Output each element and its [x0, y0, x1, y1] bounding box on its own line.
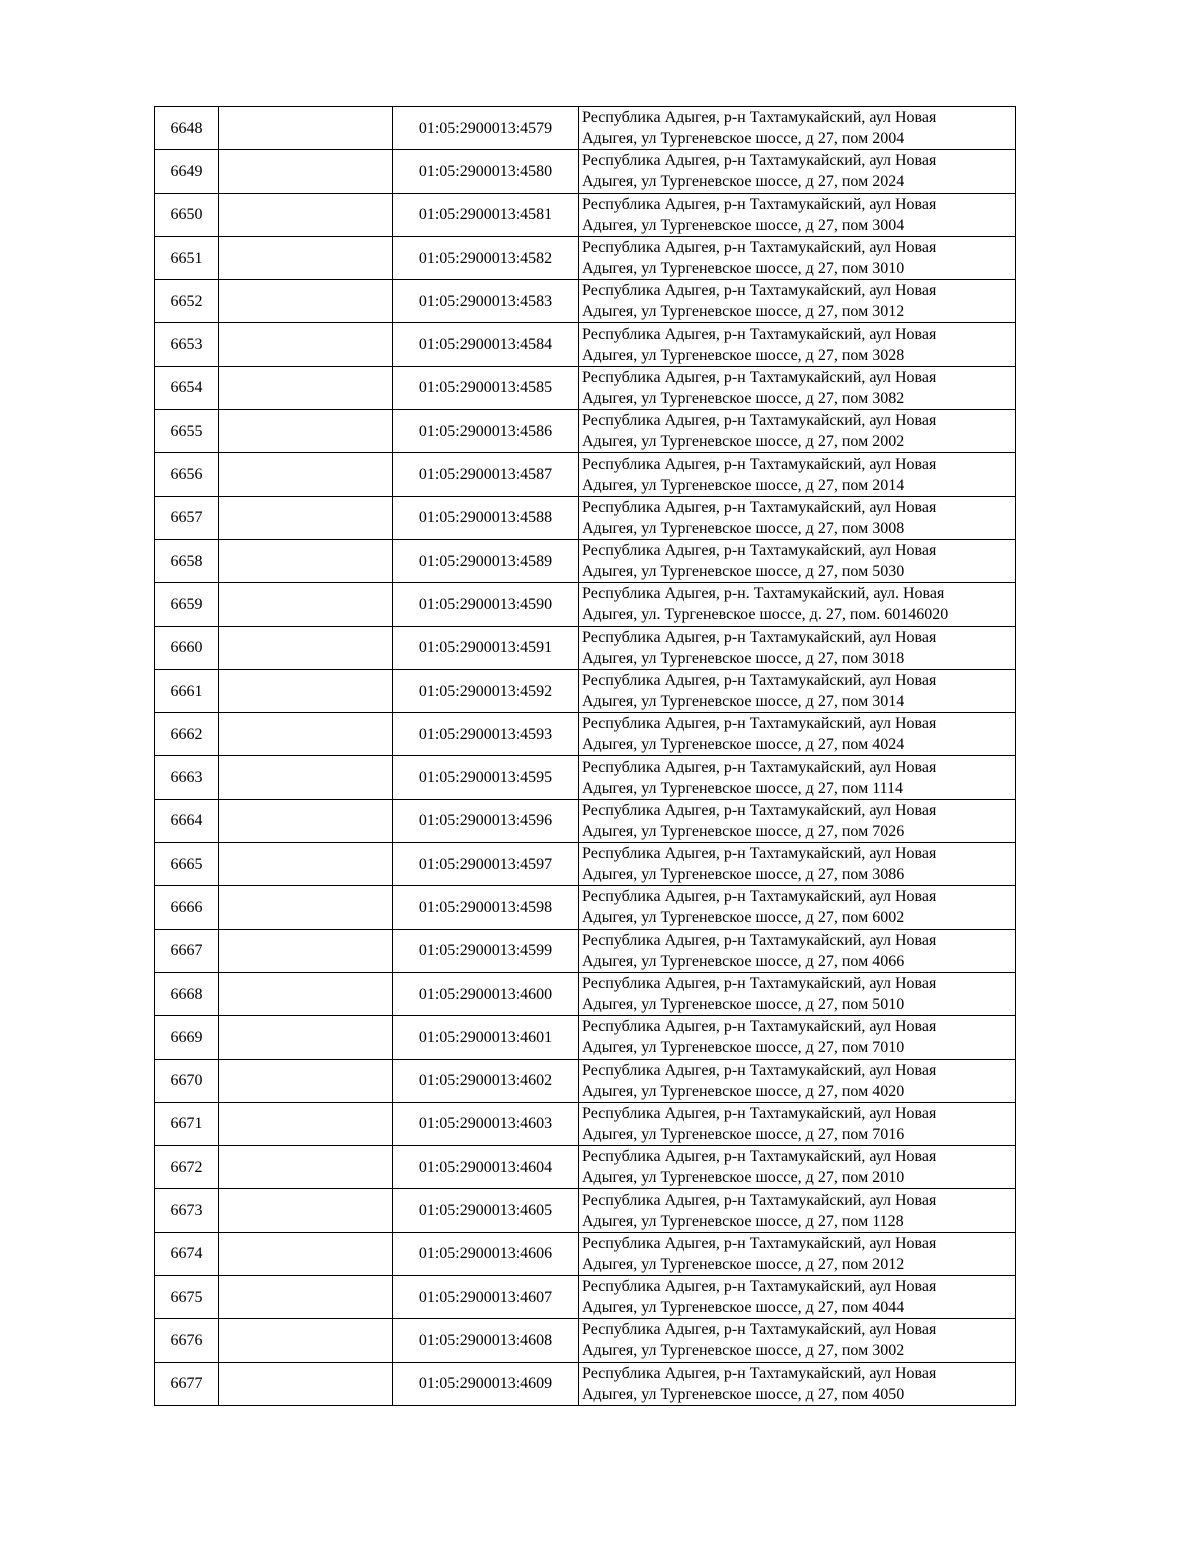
- row-number-cell: 6658: [155, 539, 219, 582]
- cadastral-number-cell: 01:05:2900013:4589: [393, 539, 579, 582]
- row-number-cell: 6676: [155, 1319, 219, 1362]
- row-number-cell: 6651: [155, 236, 219, 279]
- row-number-cell: 6668: [155, 972, 219, 1015]
- row-number-cell: 6673: [155, 1189, 219, 1232]
- cadastral-number-cell: 01:05:2900013:4582: [393, 236, 579, 279]
- object-name-cell: [219, 1102, 393, 1145]
- table-row: [155, 929, 1016, 972]
- cadastral-number-cell: 01:05:2900013:4584: [393, 323, 579, 366]
- address-cell: Республика Адыгея, р-н Тахтамукайский, аул Новая Адыгея, ул Тургеневское шоссе, д 27, пом 2010: [579, 1146, 1016, 1189]
- row-number-cell: 6671: [155, 1102, 219, 1145]
- table-row: [155, 410, 1016, 453]
- row-number-cell: 6660: [155, 626, 219, 669]
- cadastral-number-cell: 01:05:2900013:4603: [393, 1102, 579, 1145]
- table-row: [155, 626, 1016, 669]
- cadastral-number-cell: 01:05:2900013:4591: [393, 626, 579, 669]
- table-row: [155, 496, 1016, 539]
- address-cell: Республика Адыгея, р-н Тахтамукайский, аул Новая Адыгея, ул Тургеневское шоссе, д 27, пом 3028: [579, 323, 1016, 366]
- object-name-cell: [219, 150, 393, 193]
- object-name-cell: [219, 669, 393, 712]
- address-cell: Республика Адыгея, р-н Тахтамукайский, аул Новая Адыгея, ул Тургеневское шоссе, д 27, пом 7026: [579, 799, 1016, 842]
- table-row: [155, 150, 1016, 193]
- cadastral-number-cell: 01:05:2900013:4596: [393, 799, 579, 842]
- address-cell: Республика Адыгея, р-н Тахтамукайский, аул Новая Адыгея, ул Тургеневское шоссе, д 27, пом 3012: [579, 280, 1016, 323]
- address-cell: Республика Адыгея, р-н Тахтамукайский, аул Новая Адыгея, ул Тургеневское шоссе, д 27, пом 2004: [579, 107, 1016, 150]
- row-number-cell: 6662: [155, 713, 219, 756]
- address-cell: Республика Адыгея, р-н Тахтамукайский, аул Новая Адыгея, ул Тургеневское шоссе, д 27, пом 3086: [579, 843, 1016, 886]
- table-row: [155, 756, 1016, 799]
- cadastral-number-cell: 01:05:2900013:4600: [393, 972, 579, 1015]
- address-cell: Республика Адыгея, р-н Тахтамукайский, аул Новая Адыгея, ул Тургеневское шоссе, д 27, пом 7016: [579, 1102, 1016, 1145]
- address-cell: Республика Адыгея, р-н Тахтамукайский, аул Новая Адыгея, ул Тургеневское шоссе, д 27, пом 3018: [579, 626, 1016, 669]
- row-number-cell: 6666: [155, 886, 219, 929]
- object-name-cell: [219, 280, 393, 323]
- cadastral-number-cell: 01:05:2900013:4593: [393, 713, 579, 756]
- object-name-cell: [219, 236, 393, 279]
- address-cell: Республика Адыгея, р-н Тахтамукайский, аул Новая Адыгея, ул Тургеневское шоссе, д 27, пом 4044: [579, 1276, 1016, 1319]
- object-name-cell: [219, 799, 393, 842]
- cadastral-number-cell: 01:05:2900013:4579: [393, 107, 579, 150]
- cadastral-number-cell: 01:05:2900013:4587: [393, 453, 579, 496]
- object-name-cell: [219, 713, 393, 756]
- table-row: [155, 107, 1016, 150]
- row-number-cell: 6661: [155, 669, 219, 712]
- object-name-cell: [219, 1146, 393, 1189]
- cadastral-number-cell: 01:05:2900013:4599: [393, 929, 579, 972]
- table-row: [155, 1362, 1016, 1405]
- object-name-cell: [219, 1362, 393, 1405]
- object-name-cell: [219, 1016, 393, 1059]
- table-row: [155, 1189, 1016, 1232]
- table-row: [155, 799, 1016, 842]
- cadastral-number-cell: 01:05:2900013:4606: [393, 1232, 579, 1275]
- address-cell: Республика Адыгея, р-н Тахтамукайский, аул Новая Адыгея, ул Тургеневское шоссе, д 27, пом 4050: [579, 1362, 1016, 1405]
- object-name-cell: [219, 972, 393, 1015]
- address-cell: Республика Адыгея, р-н Тахтамукайский, аул Новая Адыгея, ул Тургеневское шоссе, д 27, пом 3082: [579, 366, 1016, 409]
- row-number-cell: 6654: [155, 366, 219, 409]
- object-name-cell: [219, 323, 393, 366]
- object-name-cell: [219, 410, 393, 453]
- row-number-cell: 6674: [155, 1232, 219, 1275]
- address-cell: Республика Адыгея, р-н Тахтамукайский, аул Новая Адыгея, ул Тургеневское шоссе, д 27, пом 3014: [579, 669, 1016, 712]
- table-row: [155, 236, 1016, 279]
- table-row: [155, 323, 1016, 366]
- table-row: [155, 1059, 1016, 1102]
- row-number-cell: 6655: [155, 410, 219, 453]
- object-name-cell: [219, 843, 393, 886]
- address-cell: Республика Адыгея, р-н Тахтамукайский, аул Новая Адыгея, ул Тургеневское шоссе, д 27, пом 2014: [579, 453, 1016, 496]
- table-row: [155, 1232, 1016, 1275]
- cadastral-number-cell: 01:05:2900013:4592: [393, 669, 579, 712]
- cadastral-number-cell: 01:05:2900013:4597: [393, 843, 579, 886]
- object-name-cell: [219, 193, 393, 236]
- table-row: [155, 1276, 1016, 1319]
- table-row: [155, 669, 1016, 712]
- cadastral-number-cell: 01:05:2900013:4609: [393, 1362, 579, 1405]
- table-row: [155, 972, 1016, 1015]
- row-number-cell: 6665: [155, 843, 219, 886]
- address-cell: Республика Адыгея, р-н Тахтамукайский, аул Новая Адыгея, ул Тургеневское шоссе, д 27, пом 3008: [579, 496, 1016, 539]
- row-number-cell: 6650: [155, 193, 219, 236]
- register-body: [155, 107, 1016, 1406]
- table-row: [155, 1146, 1016, 1189]
- cadastral-number-cell: 01:05:2900013:4586: [393, 410, 579, 453]
- address-cell: Республика Адыгея, р-н Тахтамукайский, аул Новая Адыгея, ул Тургеневское шоссе, д 27, пом 6002: [579, 886, 1016, 929]
- address-cell: Республика Адыгея, р-н Тахтамукайский, аул Новая Адыгея, ул Тургеневское шоссе, д 27, пом 5010: [579, 972, 1016, 1015]
- object-name-cell: [219, 453, 393, 496]
- cadastral-number-cell: 01:05:2900013:4580: [393, 150, 579, 193]
- table-row: [155, 843, 1016, 886]
- cadastral-number-cell: 01:05:2900013:4602: [393, 1059, 579, 1102]
- address-cell: Республика Адыгея, р-н Тахтамукайский, аул Новая Адыгея, ул Тургеневское шоссе, д 27, пом 4020: [579, 1059, 1016, 1102]
- object-name-cell: [219, 1276, 393, 1319]
- address-cell: Республика Адыгея, р-н Тахтамукайский, аул Новая Адыгея, ул Тургеневское шоссе, д 27, пом 7010: [579, 1016, 1016, 1059]
- address-cell: Республика Адыгея, р-н Тахтамукайский, аул Новая Адыгея, ул Тургеневское шоссе, д 27, пом 3010: [579, 236, 1016, 279]
- address-cell: Республика Адыгея, р-н Тахтамукайский, аул Новая Адыгея, ул Тургеневское шоссе, д 27, пом 2002: [579, 410, 1016, 453]
- row-number-cell: 6677: [155, 1362, 219, 1405]
- object-name-cell: [219, 1059, 393, 1102]
- register-table: [154, 106, 1016, 1406]
- object-name-cell: [219, 539, 393, 582]
- cadastral-number-cell: 01:05:2900013:4604: [393, 1146, 579, 1189]
- cadastral-number-cell: 01:05:2900013:4598: [393, 886, 579, 929]
- row-number-cell: 6648: [155, 107, 219, 150]
- table-row: [155, 366, 1016, 409]
- table-row: [155, 713, 1016, 756]
- object-name-cell: [219, 929, 393, 972]
- cadastral-number-cell: 01:05:2900013:4608: [393, 1319, 579, 1362]
- object-name-cell: [219, 886, 393, 929]
- table-row: [155, 886, 1016, 929]
- row-number-cell: 6657: [155, 496, 219, 539]
- object-name-cell: [219, 1232, 393, 1275]
- row-number-cell: 6649: [155, 150, 219, 193]
- address-cell: Республика Адыгея, р-н Тахтамукайский, аул Новая Адыгея, ул Тургеневское шоссе, д 27, пом 2024: [579, 150, 1016, 193]
- cadastral-number-cell: 01:05:2900013:4607: [393, 1276, 579, 1319]
- table-row: [155, 453, 1016, 496]
- cadastral-number-cell: 01:05:2900013:4583: [393, 280, 579, 323]
- cadastral-number-cell: 01:05:2900013:4601: [393, 1016, 579, 1059]
- address-cell: Республика Адыгея, р-н Тахтамукайский, аул Новая Адыгея, ул Тургеневское шоссе, д 27, пом 1114: [579, 756, 1016, 799]
- cadastral-number-cell: 01:05:2900013:4585: [393, 366, 579, 409]
- row-number-cell: 6669: [155, 1016, 219, 1059]
- address-cell: Республика Адыгея, р-н Тахтамукайский, аул Новая Адыгея, ул Тургеневское шоссе, д 27, пом 3002: [579, 1319, 1016, 1362]
- object-name-cell: [219, 1319, 393, 1362]
- table-row: [155, 280, 1016, 323]
- row-number-cell: 6659: [155, 583, 219, 626]
- row-number-cell: 6670: [155, 1059, 219, 1102]
- address-cell: Республика Адыгея, р-н Тахтамукайский, аул Новая Адыгея, ул Тургеневское шоссе, д 27, пом 3004: [579, 193, 1016, 236]
- address-cell: Республика Адыгея, р-н Тахтамукайский, аул Новая Адыгея, ул Тургеневское шоссе, д 27, пом 1128: [579, 1189, 1016, 1232]
- cadastral-number-cell: 01:05:2900013:4588: [393, 496, 579, 539]
- address-cell: Республика Адыгея, р-н Тахтамукайский, аул Новая Адыгея, ул Тургеневское шоссе, д 27, пом 5030: [579, 539, 1016, 582]
- cadastral-number-cell: 01:05:2900013:4595: [393, 756, 579, 799]
- table-row: [155, 539, 1016, 582]
- table-row: [155, 1016, 1016, 1059]
- cadastral-number-cell: 01:05:2900013:4581: [393, 193, 579, 236]
- table-row: [155, 1319, 1016, 1362]
- row-number-cell: 6653: [155, 323, 219, 366]
- table-row: [155, 1102, 1016, 1145]
- address-cell: Республика Адыгея, р-н Тахтамукайский, аул Новая Адыгея, ул Тургеневское шоссе, д 27, пом 2012: [579, 1232, 1016, 1275]
- object-name-cell: [219, 496, 393, 539]
- object-name-cell: [219, 366, 393, 409]
- row-number-cell: 6656: [155, 453, 219, 496]
- row-number-cell: 6672: [155, 1146, 219, 1189]
- object-name-cell: [219, 1189, 393, 1232]
- cadastral-number-cell: 01:05:2900013:4605: [393, 1189, 579, 1232]
- row-number-cell: 6664: [155, 799, 219, 842]
- address-cell: Республика Адыгея, р-н Тахтамукайский, аул Новая Адыгея, ул Тургеневское шоссе, д 27, пом 4024: [579, 713, 1016, 756]
- object-name-cell: [219, 756, 393, 799]
- cadastral-number-cell: 01:05:2900013:4590: [393, 583, 579, 626]
- row-number-cell: 6667: [155, 929, 219, 972]
- object-name-cell: [219, 583, 393, 626]
- address-cell: Республика Адыгея, р-н Тахтамукайский, аул Новая Адыгея, ул Тургеневское шоссе, д 27, пом 4066: [579, 929, 1016, 972]
- table-row: [155, 193, 1016, 236]
- object-name-cell: [219, 626, 393, 669]
- address-cell: Республика Адыгея, р-н. Тахтамукайский, аул. Новая Адыгея, ул. Тургеневское шоссе, д. 27, пом. 60146020: [579, 583, 1016, 626]
- row-number-cell: 6652: [155, 280, 219, 323]
- row-number-cell: 6675: [155, 1276, 219, 1319]
- table-row: [155, 583, 1016, 626]
- object-name-cell: [219, 107, 393, 150]
- row-number-cell: 6663: [155, 756, 219, 799]
